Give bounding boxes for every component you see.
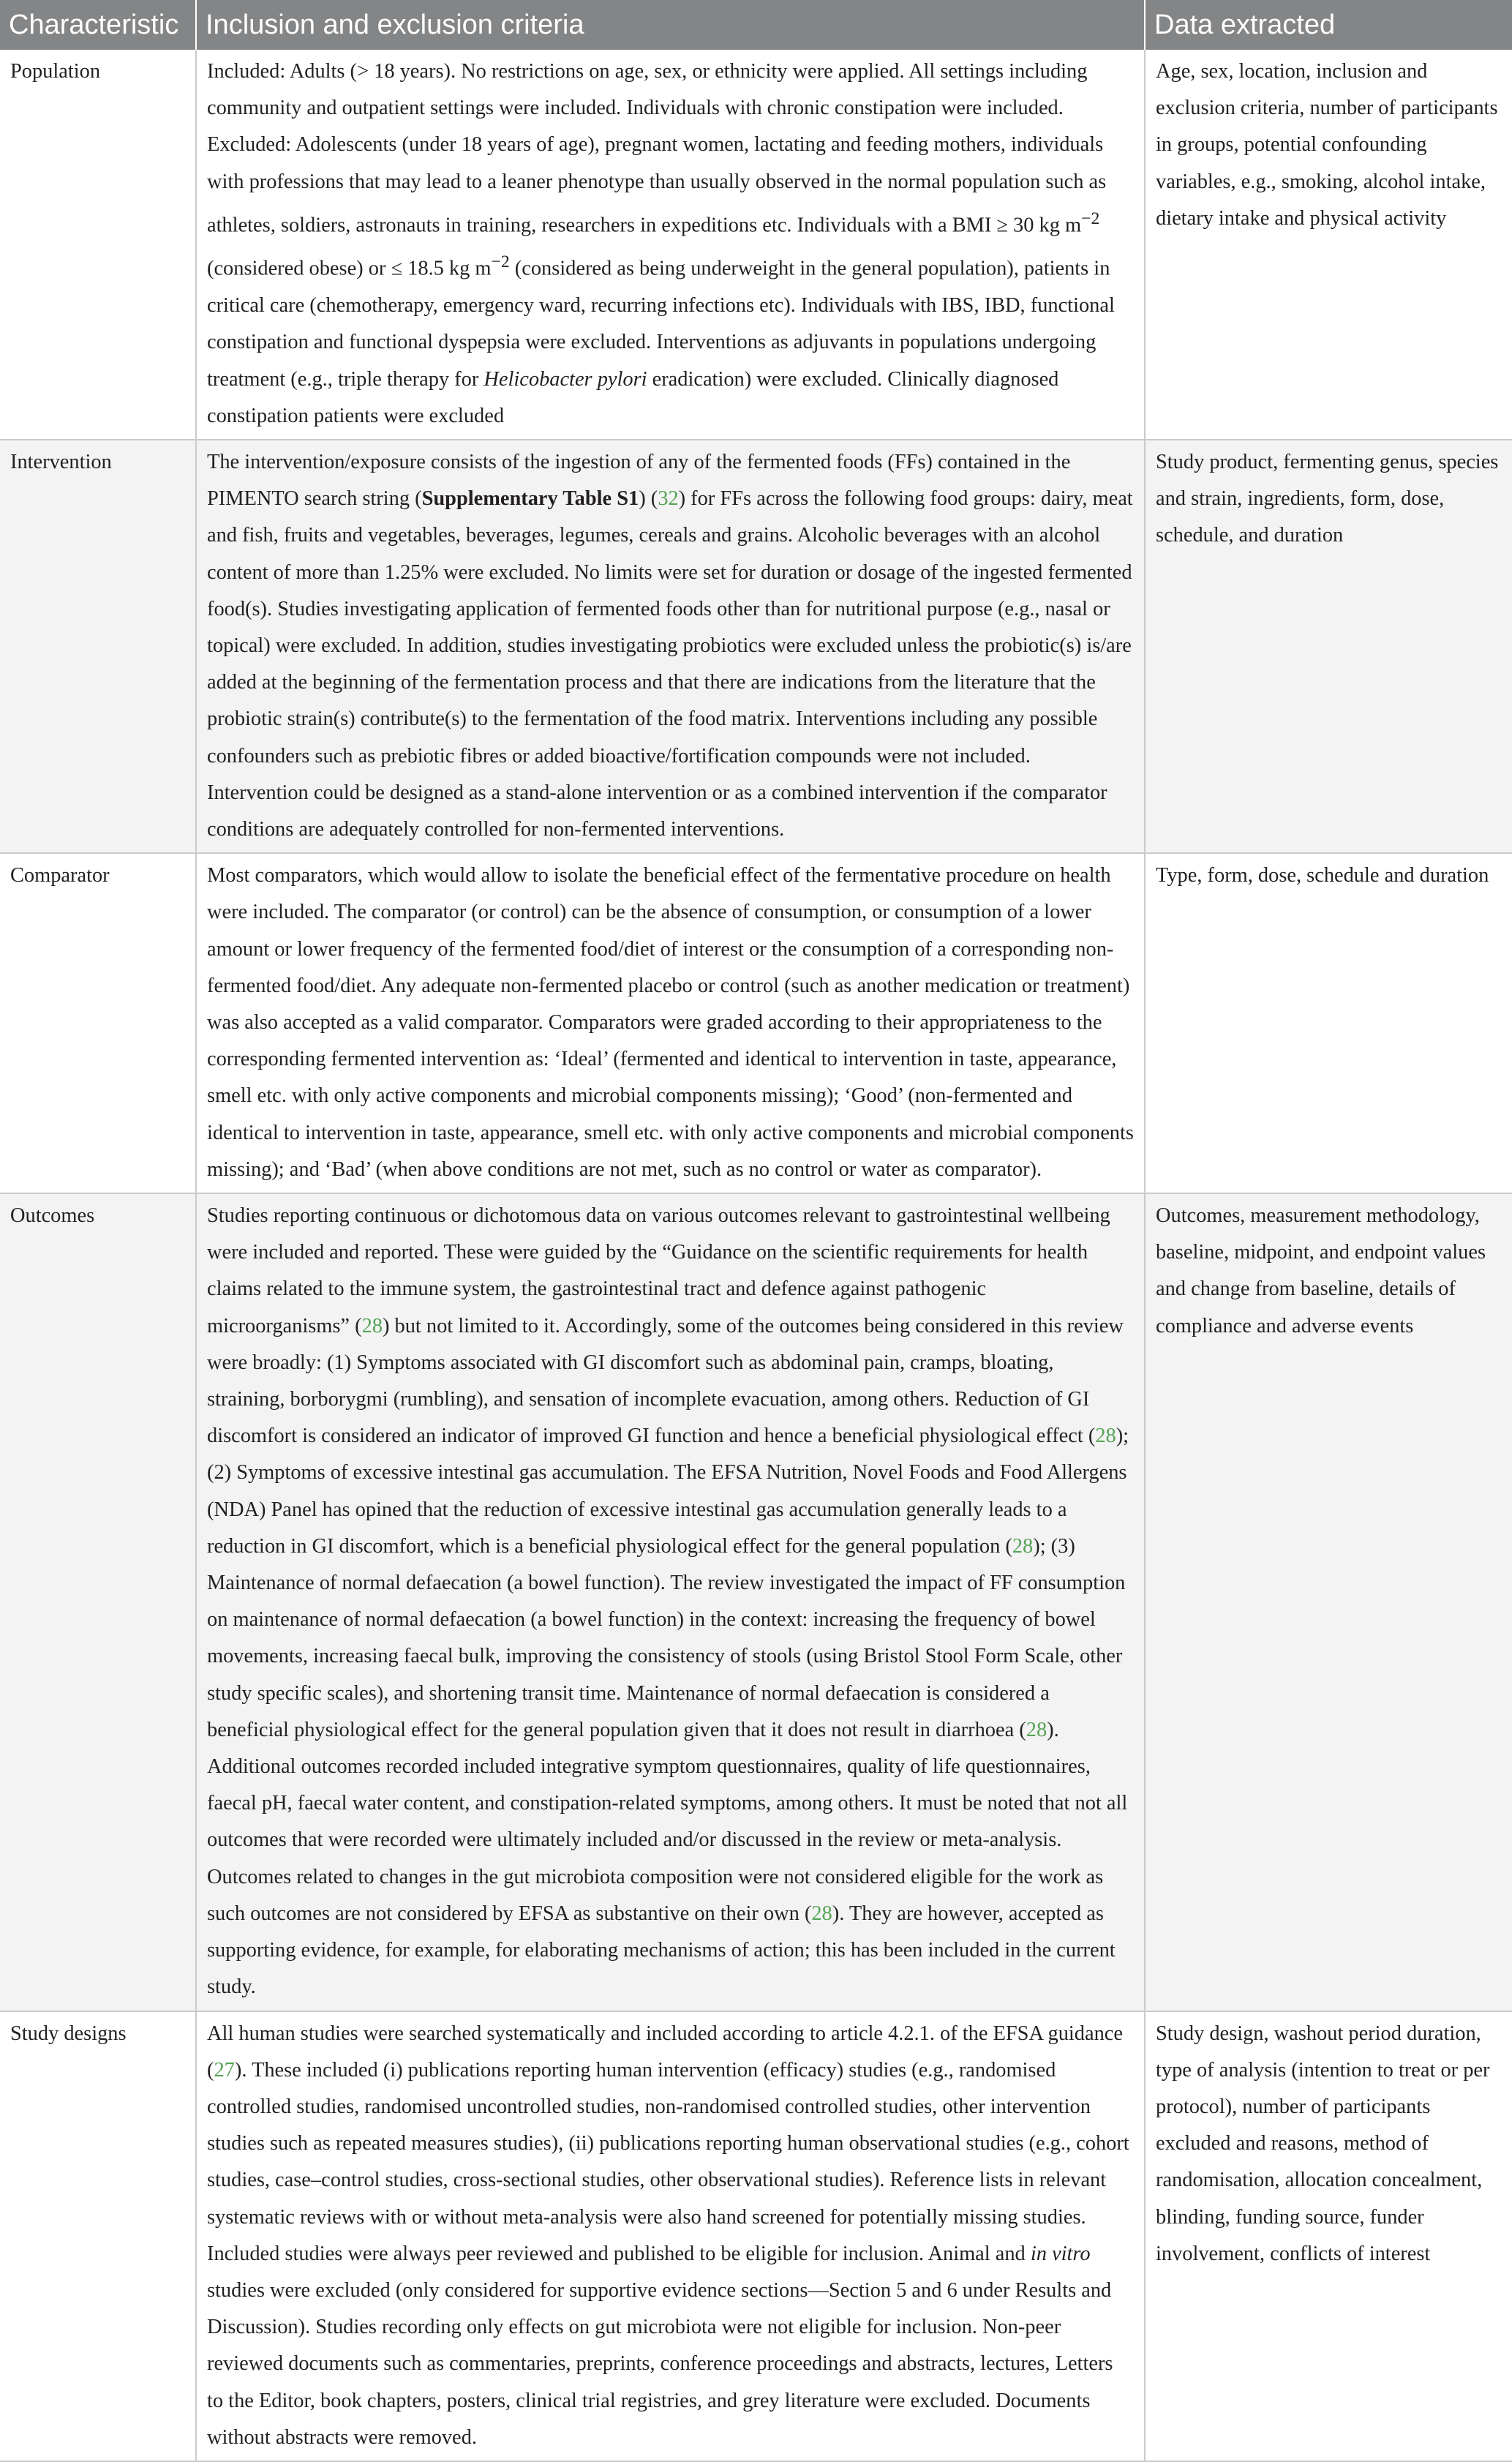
header-characteristic: Characteristic xyxy=(0,0,196,50)
row-criteria xyxy=(196,853,1145,1193)
header-data-extracted: Data extracted xyxy=(1145,0,1512,50)
row-criteria xyxy=(196,2011,1145,2461)
table-row xyxy=(0,50,1512,440)
row-data-extracted: Study design, washout period duration, type of analysis (intention to treat or per protocol), number of participants excluded and reasons, method of randomisation, allocation concealment, blinding, funding source, funder involvement, conflicts of interest xyxy=(1145,2011,1512,2461)
citation-ref[interactable]: 28 xyxy=(361,1314,383,1337)
table-row xyxy=(0,2011,1512,2461)
criteria-text: ) ( xyxy=(639,487,658,511)
criteria-text: Included: Adults (> 18 years). No restrictions on age, sex, or ethnicity were applied. All settings including community and outpatient settings were included. Individuals with chronic constipation were included. Excluded: Adolescents (under 18 years of age), pregnant women, lactating and feeding mothers, individuals with professions that may lead to a leaner phenotype than usually observed in the normal population such as athletes, soldiers, astronauts in training, researchers in expeditions etc. Individuals with a BMI ≥ 30 kg m xyxy=(207,60,1107,237)
criteria-text: Studies reporting continuous or dichotomous data on various outcomes relevant to gastrointestinal wellbeing were included and reported. These were guided by the “Guidance on the scientific requirements for health claims related to the immune system, the gastrointestinal tract and defence against pathogenic microorganisms” ( xyxy=(207,1204,1110,1337)
row-data-extracted: Type, form, dose, schedule and duration xyxy=(1145,853,1512,1193)
table-row xyxy=(0,440,1512,853)
criteria-text: (considered as being underweight in the general population), patients in critical care (chemotherapy, emergency ward, recurring infections etc). Individuals with IBS, IBD, functional constipation and functional dyspepsia were excluded. Interventions as adjuvants in populations undergoing treatment (e.g., triple therapy for xyxy=(207,257,1115,391)
citation-ref[interactable]: 28 xyxy=(1012,1534,1034,1558)
criteria-text: The intervention/exposure consists of the ingestion of any of the fermented foods (FFs) contained in the PIMENTO search string ( xyxy=(207,450,1071,511)
criteria-text: in vitro xyxy=(1030,2242,1091,2265)
row-criteria xyxy=(196,1193,1145,2011)
citation-ref[interactable]: 28 xyxy=(1026,1718,1048,1741)
table-row xyxy=(0,853,1512,1193)
row-data-extracted: Study product, fermenting genus, species and strain, ingredients, form, dose, schedule, and duration xyxy=(1145,440,1512,853)
header-criteria: Inclusion and exclusion criteria xyxy=(196,0,1145,50)
criteria-text: (considered obese) or ≤ 18.5 kg m xyxy=(207,257,492,280)
table-row xyxy=(0,1193,1512,2011)
row-characteristic: Intervention xyxy=(0,440,196,853)
criteria-text: ). These included (i) publications reporting human intervention (efficacy) studies (e.g., randomised controlled studies, randomised uncontrolled studies, non-randomised controlled studies, other intervention studies such as repeated measures studies), (ii) publications reporting human observational studies (e.g., cohort studies, case–control studies, cross-sectional studies, other observational studies). Reference lists in relevant systematic reviews with or without meta-analysis were also hand screened for potentially missing studies. Included studies were always peer reviewed and published to be eligible for inclusion. Animal and xyxy=(207,2058,1129,2265)
criteria-text: studies were excluded (only considered for supportive evidence sections—Section 5 and 6 under Results and Discussion). Studies recording only effects on gut microbiota were not eligible for inclusion. Non-peer reviewed documents such as commentaries, preprints, conference proceedings and abstracts, lectures, Letters to the Editor, book chapters, posters, clinical trial registries, and grey literature were excluded. Documents without abstracts were removed. xyxy=(207,2278,1113,2449)
criteria-text: −2 xyxy=(491,252,510,272)
criteria-text: ). They are however, accepted as supporting evidence, for example, for elaborating mechanisms of action; this has been included in the current study. xyxy=(207,1902,1116,1999)
citation-ref[interactable]: 32 xyxy=(658,487,679,511)
citation-ref[interactable]: 27 xyxy=(214,2058,235,2082)
criteria-text: Most comparators, which would allow to isolate the beneficial effect of the fermentative procedure on health were included. The comparator (or control) can be the absence of consumption, or consumption of a lower amount or lower frequency of the fermented food/diet of interest or the consumption of a corresponding non-fermented food/diet. Any adequate non-fermented placebo or control (such as another medication or treatment) was also accepted as a valid comparator. Comparators were graded according to their appropriateness to the corresponding fermented intervention as: ‘Ideal’ (fermented and identical to intervention in taste, appearance, smell etc. with only active components and microbial components missing); ‘Good’ (non-fermented and identical to intervention in taste, appearance, smell etc. with only active components and microbial components missing); and ‘Bad’ (when above conditions are not met, such as no control or water as comparator). xyxy=(207,864,1134,1181)
citation-ref[interactable]: 28 xyxy=(811,1902,832,1925)
row-criteria xyxy=(196,50,1145,440)
row-characteristic: Study designs xyxy=(0,2011,196,2461)
row-characteristic: Outcomes xyxy=(0,1193,196,2011)
criteria-text: Supplementary Table S1 xyxy=(421,487,639,511)
criteria-text: ); (2) Symptoms of excessive intestinal gas accumulation. The EFSA Nutrition, Novel Foods and Food Allergens (NDA) Panel has opined that the reduction of excessive intestinal gas accumulation generally leads to a reduction in GI discomfort, which is a beneficial physiological effect for the general population ( xyxy=(207,1425,1129,1558)
criteria-text: Helicobacter pylori xyxy=(484,367,647,391)
criteria-text: ) for FFs across the following food groups: dairy, meat and fish, fruits and vegetables, beverages, legumes, cereals and grains. Alcoholic beverages with an alcohol content of more than 1.25% were excluded. No limits were set for duration or dosage of the ingested fermented food(s). Studies investigating application of fermented foods other than for nutritional purpose (e.g., nasal or topical) were excluded. In addition, studies investigating probiotics were excluded unless the probiotic(s) is/are added at the beginning of the fermentation process and that there are indications from the literature that the probiotic strain(s) contribute(s) to the fermentation of the food matrix. Interventions including any possible confounders such as prebiotic fibres or added bioactive/fortification compounds were not included. Intervention could be designed as a stand-alone intervention or as a combined intervention if the comparator conditions are adequately controlled for non-fermented interventions. xyxy=(207,487,1133,841)
row-characteristic: Comparator xyxy=(0,853,196,1193)
row-data-extracted: Outcomes, measurement methodology, baseline, midpoint, and endpoint values and change from baseline, details of compliance and adverse events xyxy=(1145,1193,1512,2011)
criteria-text: ). Additional outcomes recorded included integrative symptom questionnaires, quality of life questionnaires, faecal pH, faecal water content, and constipation-related symptoms, among others. It must be noted that not all outcomes that were recorded were ultimately included and/or discussed in the review or meta-analysis. Outcomes related to changes in the gut microbiota composition were not considered eligible for the work as such outcomes are not considered by EFSA as substantive on their own ( xyxy=(207,1718,1128,1925)
criteria-text: −2 xyxy=(1081,209,1100,228)
header-row xyxy=(0,0,1512,50)
row-criteria xyxy=(196,440,1145,853)
criteria-text: ); (3) Maintenance of normal defaecation (a bowel function). The review investigated the impact of FF consumption on maintenance of normal defaecation (a bowel function) in the context: increasing the frequency of bowel movements, increasing faecal bulk, improving the consistency of stools (using Bristol Stool Form Scale, other study specific scales), and shortening transit time. Maintenance of normal defaecation is considered a beneficial physiological effect for the general population given that it does not result in diarrhoea ( xyxy=(207,1534,1126,1741)
citation-ref[interactable]: 28 xyxy=(1095,1425,1116,1448)
criteria-text: ) but not limited to it. Accordingly, some of the outcomes being considered in this review were broadly: (1) Symptoms associated with GI discomfort such as abdominal pain, cramps, bloating, straining, borborygmi (rumbling), and sensation of incomplete evacuation, among others. Reduction of GI discomfort is considered an indicator of improved GI function and hence a beneficial physiological effect ( xyxy=(207,1314,1124,1448)
row-characteristic: Population xyxy=(0,50,196,440)
row-data-extracted: Age, sex, location, inclusion and exclusion criteria, number of participants in groups, potential confounding variables, e.g., smoking, alcohol intake, dietary intake and physical activity xyxy=(1145,50,1512,440)
criteria-text: All human studies were searched systematically and included according to article 4.2.1. of the EFSA guidance ( xyxy=(207,2022,1123,2082)
criteria-text: eradication) were excluded. Clinically diagnosed constipation patients were excluded xyxy=(207,367,1059,427)
